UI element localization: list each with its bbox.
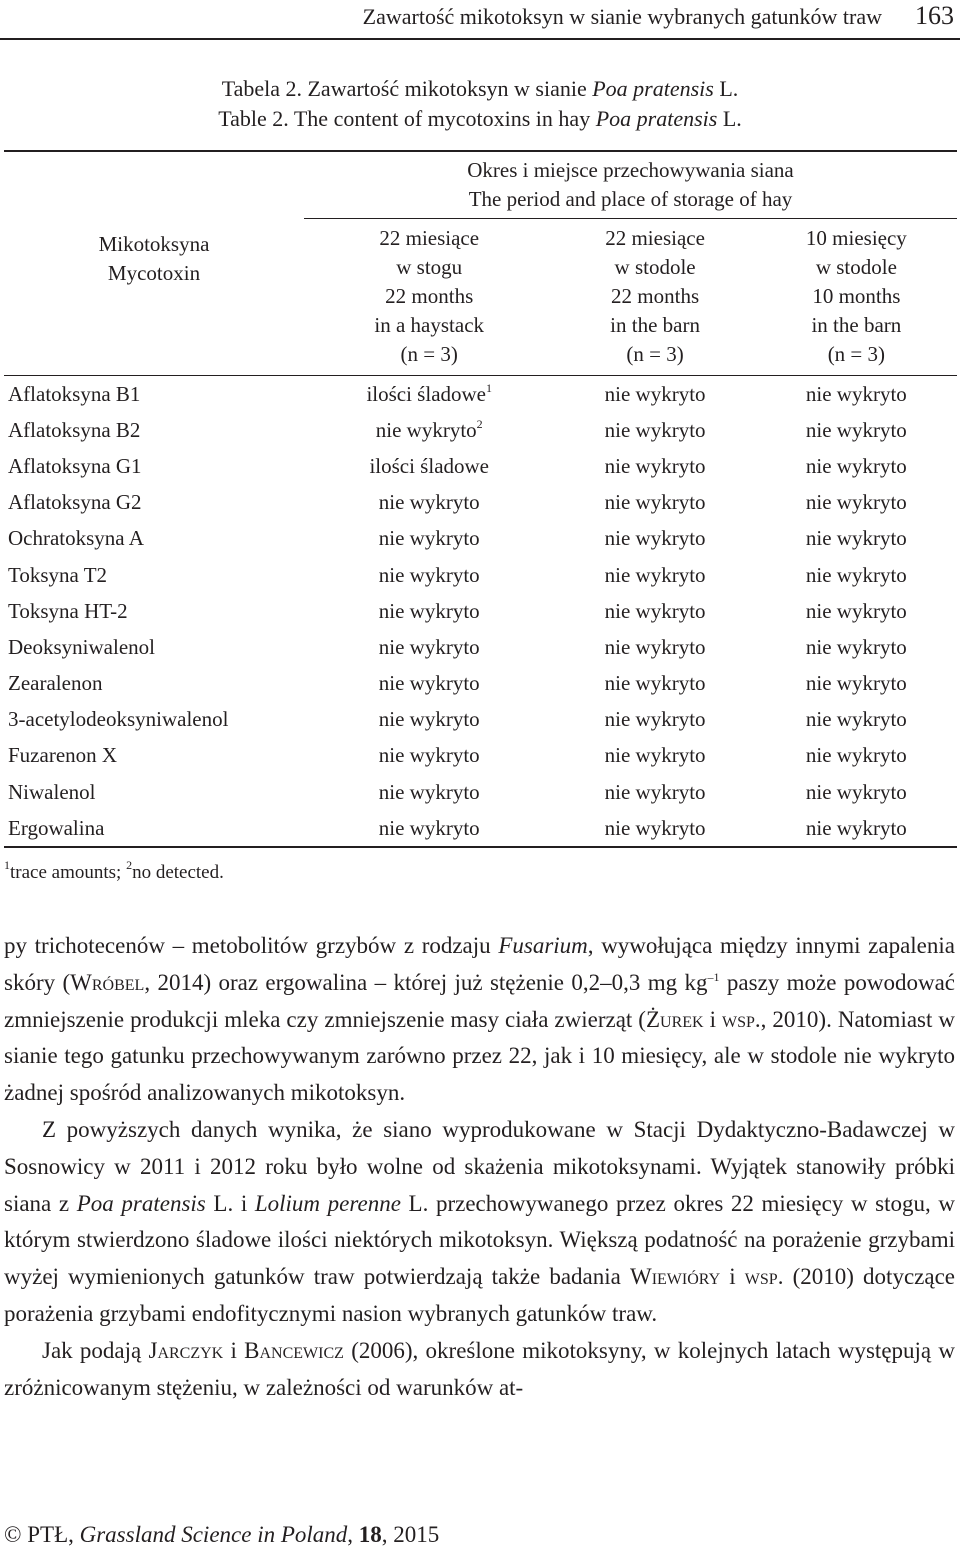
- value-barn-10: nie wykryto: [805, 490, 907, 515]
- value-barn-10: nie wykryto: [805, 381, 907, 406]
- value-haystack-22: nie wykryto: [378, 707, 480, 732]
- footnote-marker: 1: [486, 380, 492, 395]
- column-header-barn-10: 10 miesięcy w stodole 10 months in the barn (n = 3): [756, 219, 957, 376]
- table-row: [4, 412, 957, 448]
- value-barn-22: nie wykryto: [554, 810, 755, 847]
- paragraph-3: Jak podają Jarczyk i Bancewicz (2006), określone mikotoksyny, w kolejnych latach występują w zróżnicowanym stężeniu, w zależności od warunków at-: [4, 1337, 955, 1400]
- mycotoxin-name: Aflatoksyna B2: [8, 417, 141, 442]
- value-barn-22: nie wykryto: [604, 417, 706, 442]
- value-barn-10: nie wykryto: [805, 779, 907, 804]
- mycotoxin-name: Toksyna HT-2: [8, 598, 128, 623]
- caption-polish: Tabela 2. Zawartość mikotoksyn w sianie Poa pratensis L.: [221, 76, 739, 101]
- table-row: [4, 376, 957, 413]
- table-row: [4, 702, 957, 738]
- table-row: [4, 810, 957, 847]
- value-barn-10: nie wykryto: [805, 526, 907, 551]
- value-barn-22: nie wykryto: [604, 490, 706, 515]
- value-barn-22: nie wykryto: [604, 671, 706, 696]
- value-barn-10: nie wykryto: [805, 453, 907, 478]
- value-haystack-22: nie wykryto: [378, 671, 480, 696]
- mycotoxin-name: Aflatoksyna G2: [8, 490, 142, 515]
- value-barn-22: nie wykryto: [604, 562, 706, 587]
- value-barn-10: nie wykryto: [805, 562, 907, 587]
- column-header-barn-22: 22 miesiące w stodole 22 months in the barn (n = 3): [554, 219, 755, 376]
- mycotoxin-table: [4, 150, 957, 848]
- table-row: [4, 738, 957, 774]
- value-barn-10: nie wykryto: [805, 634, 907, 659]
- value-barn-22: nie wykryto: [604, 381, 706, 406]
- mycotoxin-name: 3-acetylodeoksyniwalenol: [8, 707, 229, 732]
- value-barn-10: nie wykryto: [805, 671, 907, 696]
- value-barn-22: nie wykryto: [604, 526, 706, 551]
- value-haystack-22: ilości śladowe: [369, 453, 489, 478]
- body-text: [4, 928, 955, 1406]
- caption-english: Table 2. The content of mycotoxins in hay Poa pratensis L.: [218, 106, 742, 131]
- table-row: [4, 629, 957, 665]
- value-haystack-22: nie wykryto: [378, 526, 480, 551]
- value-barn-22: nie wykryto: [604, 453, 706, 478]
- table-row: [4, 485, 957, 521]
- mycotoxin-name: Deoksyniwalenol: [8, 634, 155, 659]
- table-footnote: $^1$trace amounts; $^2$no detected.: [4, 858, 224, 883]
- value-haystack-22: nie wykryto: [378, 490, 480, 515]
- value-barn-22: nie wykryto: [604, 707, 706, 732]
- mycotoxin-name: Toksyna T2: [8, 562, 108, 587]
- value-barn-10: nie wykryto: [756, 810, 957, 847]
- value-barn-22: nie wykryto: [604, 779, 706, 804]
- value-barn-22: nie wykryto: [604, 634, 706, 659]
- paragraph-1: py trichotecenów – metobolitów grzybów z rodzaju Fusarium, wywołująca między innymi zapalenia skóry (Wróbel, 2014) oraz ergowalina – której już stężenie 0,2–0,3 mg $kg^{-1}$ paszy może powodować zmniejszenie produkcji mleka czy zmniejszenie masy ciała zwierząt (Żurek i wsp., 2010). Natomiast w sianie tego gatunku przechowywanym zarówno przez 22, jak i 10 miesięcy, ale w stodole nie wykryto żadnej spośród analizowanych mikotoksyn.: [4, 933, 955, 1106]
- value-barn-10: nie wykryto: [805, 743, 907, 768]
- value-haystack-22: nie wykryto$^2$: [375, 416, 483, 442]
- value-barn-10: nie wykryto: [805, 707, 907, 732]
- running-title: Zawartość mikotoksyn w sianie wybranych gatunków traw: [362, 4, 882, 29]
- table-row: [4, 448, 957, 484]
- column-header-haystack-22: 22 miesiące w stogu 22 months in a haystack (n = 3): [304, 219, 554, 376]
- mycotoxin-name: Aflatoksyna G1: [8, 453, 142, 478]
- table-row: [4, 666, 957, 702]
- value-haystack-22: nie wykryto: [304, 810, 554, 847]
- table-caption: [0, 74, 960, 134]
- mycotoxin-name: Ochratoksyna A: [8, 526, 144, 551]
- table-body: [4, 376, 957, 848]
- value-haystack-22: nie wykryto: [378, 598, 480, 623]
- value-barn-22: nie wykryto: [604, 743, 706, 768]
- value-haystack-22: nie wykryto: [378, 779, 480, 804]
- mycotoxin-name: Zearalenon: [8, 671, 103, 696]
- mycotoxin-column-header: Mikotoksyna Mycotoxin: [4, 151, 304, 376]
- value-haystack-22: nie wykryto: [378, 634, 480, 659]
- table-row: [4, 521, 957, 557]
- paragraph-2: Z powyższych danych wynika, że siano wyprodukowane w Stacji Dydaktyczno-Badawczej w Sosnowicy w 2011 i 2012 roku było wolne od skażenia mikotoksynami. Wyjątek stanowiły próbki siana z Poa pratensis L. i Lolium perenne L. przechowywanego przez okres 22 miesięcy w stogu, w którym stwierdzono śladowe ilości niektórych mikotoksyn. Większą podatność na porażenie grzybami wyżej wymienionych gatunków traw potwierdzają także badania Wiewióry i wsp. (2010) dotyczące porażenia grzybami endofitycznymi nasion wybranych gatunków traw.: [4, 1116, 955, 1326]
- page-number: 163: [915, 1, 954, 30]
- storage-period-header: Okres i miejsce przechowywania siana The period and place of storage of hay: [304, 151, 957, 219]
- footnote-marker: 2: [476, 416, 483, 431]
- mycotoxin-name: Fuzarenon X: [8, 743, 118, 768]
- value-barn-22: nie wykryto: [604, 598, 706, 623]
- value-haystack-22: nie wykryto: [378, 743, 480, 768]
- mycotoxin-name: Aflatoksyna B1: [8, 381, 141, 406]
- value-haystack-22: ilości śladowe$^1$: [366, 380, 492, 406]
- table-row: [4, 593, 957, 629]
- value-haystack-22: nie wykryto: [378, 562, 480, 587]
- table-row: [4, 774, 957, 810]
- value-barn-10: nie wykryto: [805, 598, 907, 623]
- value-barn-10: nie wykryto: [805, 417, 907, 442]
- mycotoxin-name: Niwalenol: [8, 779, 96, 804]
- mycotoxin-name: Ergowalina: [4, 810, 304, 847]
- journal-footer: © PTŁ, Grassland Science in Poland, 18, 2015: [4, 1522, 440, 1547]
- table-row: [4, 557, 957, 593]
